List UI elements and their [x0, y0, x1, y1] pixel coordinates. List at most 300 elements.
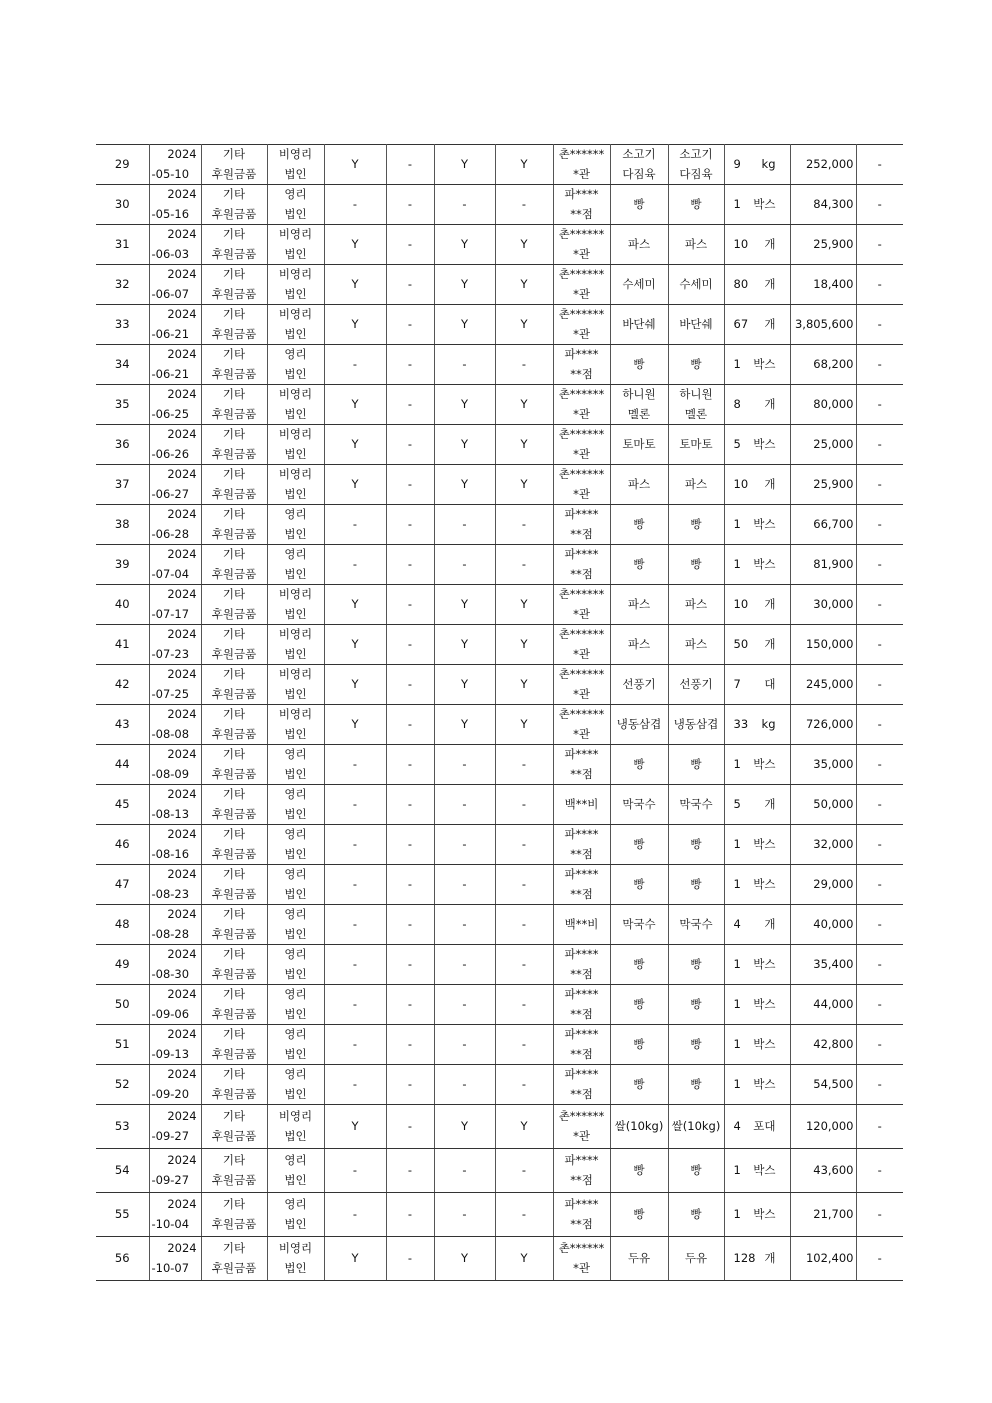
corporation-type-cell [267, 1193, 324, 1237]
cell-line: -09-06 [151, 1006, 190, 1021]
donation-type-cell [201, 945, 267, 985]
cell-line: -05-10 [151, 166, 190, 181]
date-cell [149, 1193, 201, 1237]
item-detail-cell [668, 625, 724, 665]
cell-line: 빵 [690, 1076, 702, 1091]
row-number-cell: 45 [96, 785, 149, 825]
cell-line: 법인 [284, 1216, 307, 1231]
quantity-cell [724, 865, 790, 905]
item-cell [610, 785, 668, 825]
cell-line: 2024 [167, 707, 197, 721]
flag-cell: - [386, 1149, 434, 1193]
donor-cell [553, 225, 610, 265]
table-row [96, 145, 903, 185]
flag-cell: Y [434, 265, 495, 305]
flag-cell: - [434, 865, 495, 905]
item-detail-cell [668, 305, 724, 345]
cell-line: 선풍기 [679, 676, 713, 691]
item-cell [610, 345, 668, 385]
cell-line: 법인 [284, 1006, 307, 1021]
amount-cell: 68,200 [790, 345, 856, 385]
cell-line: 후원금품 [211, 686, 257, 701]
note-cell: - [856, 305, 903, 345]
flag-cell: - [386, 785, 434, 825]
corporation-type-cell [267, 345, 324, 385]
cell-line: -05-16 [151, 206, 190, 221]
corporation-type-cell [267, 1025, 324, 1065]
cell-line: 소고기 [622, 147, 656, 161]
cell-line: 파스 [684, 236, 708, 251]
quantity-value: 50 [733, 636, 749, 651]
cell-line: 비영리 [278, 587, 313, 601]
cell-line: 촌****** [558, 467, 605, 481]
cell-line: *관 [573, 166, 590, 181]
cell-line: -07-04 [151, 566, 190, 581]
cell-line: 기타 [222, 907, 246, 921]
cell-line: -06-25 [151, 406, 190, 421]
cell-line: 2024 [167, 747, 197, 761]
flag-cell: - [495, 545, 553, 585]
item-detail-cell [668, 665, 724, 705]
row-number-cell: 46 [96, 825, 149, 865]
quantity-value: 1 [733, 876, 741, 891]
cell-line: 촌****** [558, 427, 605, 441]
flag-cell: - [434, 185, 495, 225]
flag-cell: Y [434, 425, 495, 465]
quantity-value: 4 [733, 1118, 741, 1133]
cell-line: 빵 [633, 1036, 645, 1051]
item-cell [610, 225, 668, 265]
date-cell [149, 345, 201, 385]
flag-cell: - [386, 265, 434, 305]
cell-line: -06-03 [151, 246, 190, 261]
row-number-cell: 55 [96, 1193, 149, 1237]
item-cell [610, 425, 668, 465]
donor-cell [553, 705, 610, 745]
cell-line: 촌****** [558, 387, 605, 401]
unit-value: 박스 [753, 516, 776, 531]
item-detail-cell [668, 1025, 724, 1065]
cell-line: 법인 [284, 286, 307, 301]
flag-cell: Y [434, 585, 495, 625]
cell-line: 법인 [284, 926, 307, 941]
donor-cell [553, 665, 610, 705]
cell-line: 영리 [284, 347, 307, 361]
cell-line: 2024 [167, 987, 197, 1001]
cell-line: 후원금품 [211, 206, 257, 221]
cell-line: -09-27 [151, 1128, 190, 1143]
table-row [96, 385, 903, 425]
cell-line: 파스 [684, 636, 708, 651]
cell-line: 후원금품 [211, 966, 257, 981]
quantity-value: 1 [733, 956, 741, 971]
amount-cell: 84,300 [790, 185, 856, 225]
cell-line: 후원금품 [211, 1046, 257, 1061]
cell-line: 비영리 [278, 627, 313, 641]
date-cell [149, 1065, 201, 1105]
corporation-type-cell [267, 905, 324, 945]
flag-cell: - [386, 1065, 434, 1105]
cell-line: *관 [573, 726, 590, 741]
item-cell [610, 985, 668, 1025]
amount-cell: 50,000 [790, 785, 856, 825]
cell-line: **점 [570, 366, 593, 381]
row-number-cell: 47 [96, 865, 149, 905]
corporation-type-cell [267, 665, 324, 705]
corporation-type-cell [267, 505, 324, 545]
cell-line: 파**** [564, 187, 599, 201]
cell-line: 멜론 [684, 406, 708, 421]
row-number-cell: 35 [96, 385, 149, 425]
corporation-type-cell [267, 745, 324, 785]
item-detail-cell [668, 345, 724, 385]
item-detail-cell [668, 905, 724, 945]
cell-line: 2024 [167, 867, 197, 881]
note-cell: - [856, 785, 903, 825]
item-detail-cell [668, 465, 724, 505]
flag-cell: - [386, 465, 434, 505]
cell-line: 법인 [284, 1128, 307, 1143]
corporation-type-cell [267, 1065, 324, 1105]
cell-line: -08-23 [151, 886, 190, 901]
amount-cell: 35,400 [790, 945, 856, 985]
cell-line: 파스 [684, 596, 708, 611]
cell-line: 영리 [284, 187, 307, 201]
flag-cell: - [495, 945, 553, 985]
cell-line: 파스 [627, 596, 651, 611]
cell-line: 후원금품 [211, 886, 257, 901]
date-cell [149, 305, 201, 345]
date-cell [149, 265, 201, 305]
cell-line: **점 [570, 766, 593, 781]
cell-line: 바단쉐 [679, 316, 713, 331]
flag-cell: - [434, 505, 495, 545]
donor-cell [553, 785, 610, 825]
cell-line: *관 [573, 686, 590, 701]
row-number-cell: 30 [96, 185, 149, 225]
cell-line: **점 [570, 966, 593, 981]
corporation-type-cell [267, 145, 324, 185]
row-number-cell: 53 [96, 1105, 149, 1149]
donor-cell [553, 145, 610, 185]
amount-cell: 66,700 [790, 505, 856, 545]
table-row [96, 985, 903, 1025]
donation-type-cell [201, 505, 267, 545]
donation-type-cell [201, 305, 267, 345]
note-cell: - [856, 665, 903, 705]
cell-line: *관 [573, 606, 590, 621]
flag-cell: - [386, 425, 434, 465]
donor-cell [553, 505, 610, 545]
corporation-type-cell [267, 185, 324, 225]
quantity-cell [724, 585, 790, 625]
flag-cell: - [386, 505, 434, 545]
cell-line: 비영리 [278, 1109, 313, 1123]
flag-cell: - [386, 705, 434, 745]
row-number-cell: 41 [96, 625, 149, 665]
flag-cell: Y [324, 425, 386, 465]
corporation-type-cell [267, 305, 324, 345]
cell-line: 2024 [167, 627, 197, 641]
quantity-value: 1 [733, 1162, 741, 1177]
cell-line: 법인 [284, 606, 307, 621]
cell-line: **점 [570, 566, 593, 581]
unit-value: 개 [764, 1250, 776, 1265]
amount-cell: 3,805,600 [790, 305, 856, 345]
cell-line: 촌****** [558, 1241, 605, 1255]
corporation-type-cell [267, 225, 324, 265]
quantity-value: 1 [733, 516, 741, 531]
quantity-cell [724, 545, 790, 585]
table-row [96, 785, 903, 825]
cell-line: -10-04 [151, 1216, 190, 1231]
row-number-cell: 38 [96, 505, 149, 545]
corporation-type-cell [267, 385, 324, 425]
amount-cell: 21,700 [790, 1193, 856, 1237]
flag-cell: - [495, 505, 553, 545]
cell-line: 빵 [633, 516, 645, 531]
cell-line: 기타 [222, 747, 246, 761]
quantity-cell [724, 1193, 790, 1237]
cell-line: 기타 [222, 507, 246, 521]
unit-value: 포대 [753, 1118, 776, 1133]
amount-cell: 726,000 [790, 705, 856, 745]
donation-type-cell [201, 1149, 267, 1193]
cell-line: 영리 [284, 1153, 307, 1167]
cell-line: 빵 [633, 956, 645, 971]
row-number-cell: 40 [96, 585, 149, 625]
flag-cell: - [434, 985, 495, 1025]
quantity-cell [724, 345, 790, 385]
quantity-cell [724, 265, 790, 305]
cell-line: 파**** [564, 1153, 599, 1167]
cell-line: 영리 [284, 1067, 307, 1081]
cell-line: -09-27 [151, 1172, 190, 1187]
flag-cell: - [495, 865, 553, 905]
flag-cell: Y [495, 625, 553, 665]
amount-cell: 25,000 [790, 425, 856, 465]
cell-line: 비영리 [278, 227, 313, 241]
cell-line: 후원금품 [211, 566, 257, 581]
amount-cell: 54,500 [790, 1065, 856, 1105]
note-cell: - [856, 1237, 903, 1281]
flag-cell: - [386, 585, 434, 625]
flag-cell: - [386, 345, 434, 385]
cell-line: 법인 [284, 246, 307, 261]
quantity-value: 1 [733, 196, 741, 211]
cell-line: *관 [573, 486, 590, 501]
cell-line: 2024 [167, 1197, 197, 1211]
amount-cell: 35,000 [790, 745, 856, 785]
donor-cell [553, 985, 610, 1025]
note-cell: - [856, 745, 903, 785]
cell-line: 법인 [284, 206, 307, 221]
cell-line: 법인 [284, 806, 307, 821]
quantity-value: 1 [733, 1036, 741, 1051]
cell-line: 기타 [222, 1067, 246, 1081]
quantity-value: 1 [733, 1076, 741, 1091]
cell-line: 2024 [167, 387, 197, 401]
date-cell [149, 585, 201, 625]
item-detail-cell [668, 505, 724, 545]
donation-type-cell [201, 345, 267, 385]
quantity-cell [724, 825, 790, 865]
cell-line: -06-26 [151, 446, 190, 461]
cell-line: -08-30 [151, 966, 190, 981]
cell-line: 2024 [167, 147, 197, 161]
quantity-cell [724, 745, 790, 785]
cell-line: 멜론 [627, 406, 651, 421]
cell-line: **점 [570, 1006, 593, 1021]
cell-line: -08-16 [151, 846, 190, 861]
cell-line: 2024 [167, 347, 197, 361]
cell-line: 비영리 [278, 387, 313, 401]
note-cell: - [856, 545, 903, 585]
cell-line: 파**** [564, 827, 599, 841]
item-detail-cell [668, 225, 724, 265]
unit-value: 박스 [753, 836, 776, 851]
amount-cell: 25,900 [790, 225, 856, 265]
donation-type-cell [201, 1065, 267, 1105]
date-cell [149, 625, 201, 665]
date-cell [149, 1237, 201, 1281]
cell-line: 후원금품 [211, 926, 257, 941]
note-cell: - [856, 1105, 903, 1149]
note-cell: - [856, 465, 903, 505]
donor-cell [553, 945, 610, 985]
item-cell [610, 1065, 668, 1105]
unit-value: 개 [764, 236, 776, 251]
cell-line: 법인 [284, 1046, 307, 1061]
flag-cell: - [495, 825, 553, 865]
quantity-value: 5 [733, 796, 741, 811]
corporation-type-cell [267, 425, 324, 465]
row-number-cell: 39 [96, 545, 149, 585]
cell-line: 후원금품 [211, 366, 257, 381]
donation-type-cell [201, 225, 267, 265]
cell-line: 빵 [690, 996, 702, 1011]
cell-line: -06-07 [151, 286, 190, 301]
cell-line: 영리 [284, 1027, 307, 1041]
date-cell [149, 985, 201, 1025]
quantity-cell [724, 145, 790, 185]
item-cell [610, 1149, 668, 1193]
cell-line: 영리 [284, 507, 307, 521]
cell-line: 2024 [167, 267, 197, 281]
flag-cell: - [386, 185, 434, 225]
donor-cell [553, 1237, 610, 1281]
cell-line: 빵 [633, 756, 645, 771]
flag-cell: - [434, 825, 495, 865]
cell-line: 법인 [284, 406, 307, 421]
flag-cell: Y [495, 465, 553, 505]
cell-line: 빵 [690, 1162, 702, 1177]
flag-cell: - [386, 745, 434, 785]
cell-line: -07-23 [151, 646, 190, 661]
date-cell [149, 145, 201, 185]
cell-line: 파**** [564, 947, 599, 961]
quantity-value: 67 [733, 316, 749, 331]
flag-cell: Y [434, 625, 495, 665]
cell-line: 2024 [167, 827, 197, 841]
cell-line: 촌****** [558, 307, 605, 321]
date-cell [149, 1105, 201, 1149]
item-detail-cell [668, 1065, 724, 1105]
donation-type-cell [201, 665, 267, 705]
cell-line: 2024 [167, 1067, 197, 1081]
cell-line: 영리 [284, 907, 307, 921]
donation-type-cell [201, 1193, 267, 1237]
flag-cell: - [386, 665, 434, 705]
flag-cell: - [495, 1025, 553, 1065]
flag-cell: - [324, 1065, 386, 1105]
quantity-value: 1 [733, 836, 741, 851]
flag-cell: Y [434, 225, 495, 265]
donation-type-cell [201, 1105, 267, 1149]
item-cell [610, 625, 668, 665]
cell-line: *관 [573, 406, 590, 421]
row-number-cell: 56 [96, 1237, 149, 1281]
cell-line: 비영리 [278, 307, 313, 321]
cell-line: 비영리 [278, 147, 313, 161]
donation-type-cell [201, 865, 267, 905]
table-row [96, 945, 903, 985]
amount-cell: 32,000 [790, 825, 856, 865]
quantity-value: 1 [733, 556, 741, 571]
donation-type-cell [201, 385, 267, 425]
quantity-cell [724, 385, 790, 425]
date-cell [149, 545, 201, 585]
cell-line: 파**** [564, 547, 599, 561]
cell-line: 영리 [284, 787, 307, 801]
quantity-value: 1 [733, 756, 741, 771]
unit-value: 개 [764, 396, 776, 411]
flag-cell: - [434, 1149, 495, 1193]
date-cell [149, 465, 201, 505]
quantity-cell [724, 785, 790, 825]
flag-cell: - [434, 345, 495, 385]
item-detail-cell [668, 745, 724, 785]
item-detail-cell [668, 145, 724, 185]
table-row [96, 345, 903, 385]
corporation-type-cell [267, 465, 324, 505]
item-cell [610, 945, 668, 985]
donation-type-cell [201, 905, 267, 945]
item-detail-cell [668, 425, 724, 465]
cell-line: *관 [573, 1128, 590, 1143]
cell-line: 빵 [690, 956, 702, 971]
unit-value: 대 [764, 676, 776, 691]
item-detail-cell [668, 265, 724, 305]
donation-table [96, 144, 903, 1281]
cell-line: 기타 [222, 387, 246, 401]
cell-line: 파**** [564, 1197, 599, 1211]
item-cell [610, 305, 668, 345]
cell-line: 법인 [284, 966, 307, 981]
item-cell [610, 745, 668, 785]
table-row [96, 425, 903, 465]
cell-line: 비영리 [278, 467, 313, 481]
cell-line: 빵 [690, 1036, 702, 1051]
note-cell: - [856, 585, 903, 625]
cell-line: 2024 [167, 667, 197, 681]
flag-cell: - [386, 865, 434, 905]
cell-line: **점 [570, 206, 593, 221]
flag-cell: Y [495, 385, 553, 425]
date-cell [149, 745, 201, 785]
cell-line: 기타 [222, 1027, 246, 1041]
donation-type-cell [201, 1237, 267, 1281]
